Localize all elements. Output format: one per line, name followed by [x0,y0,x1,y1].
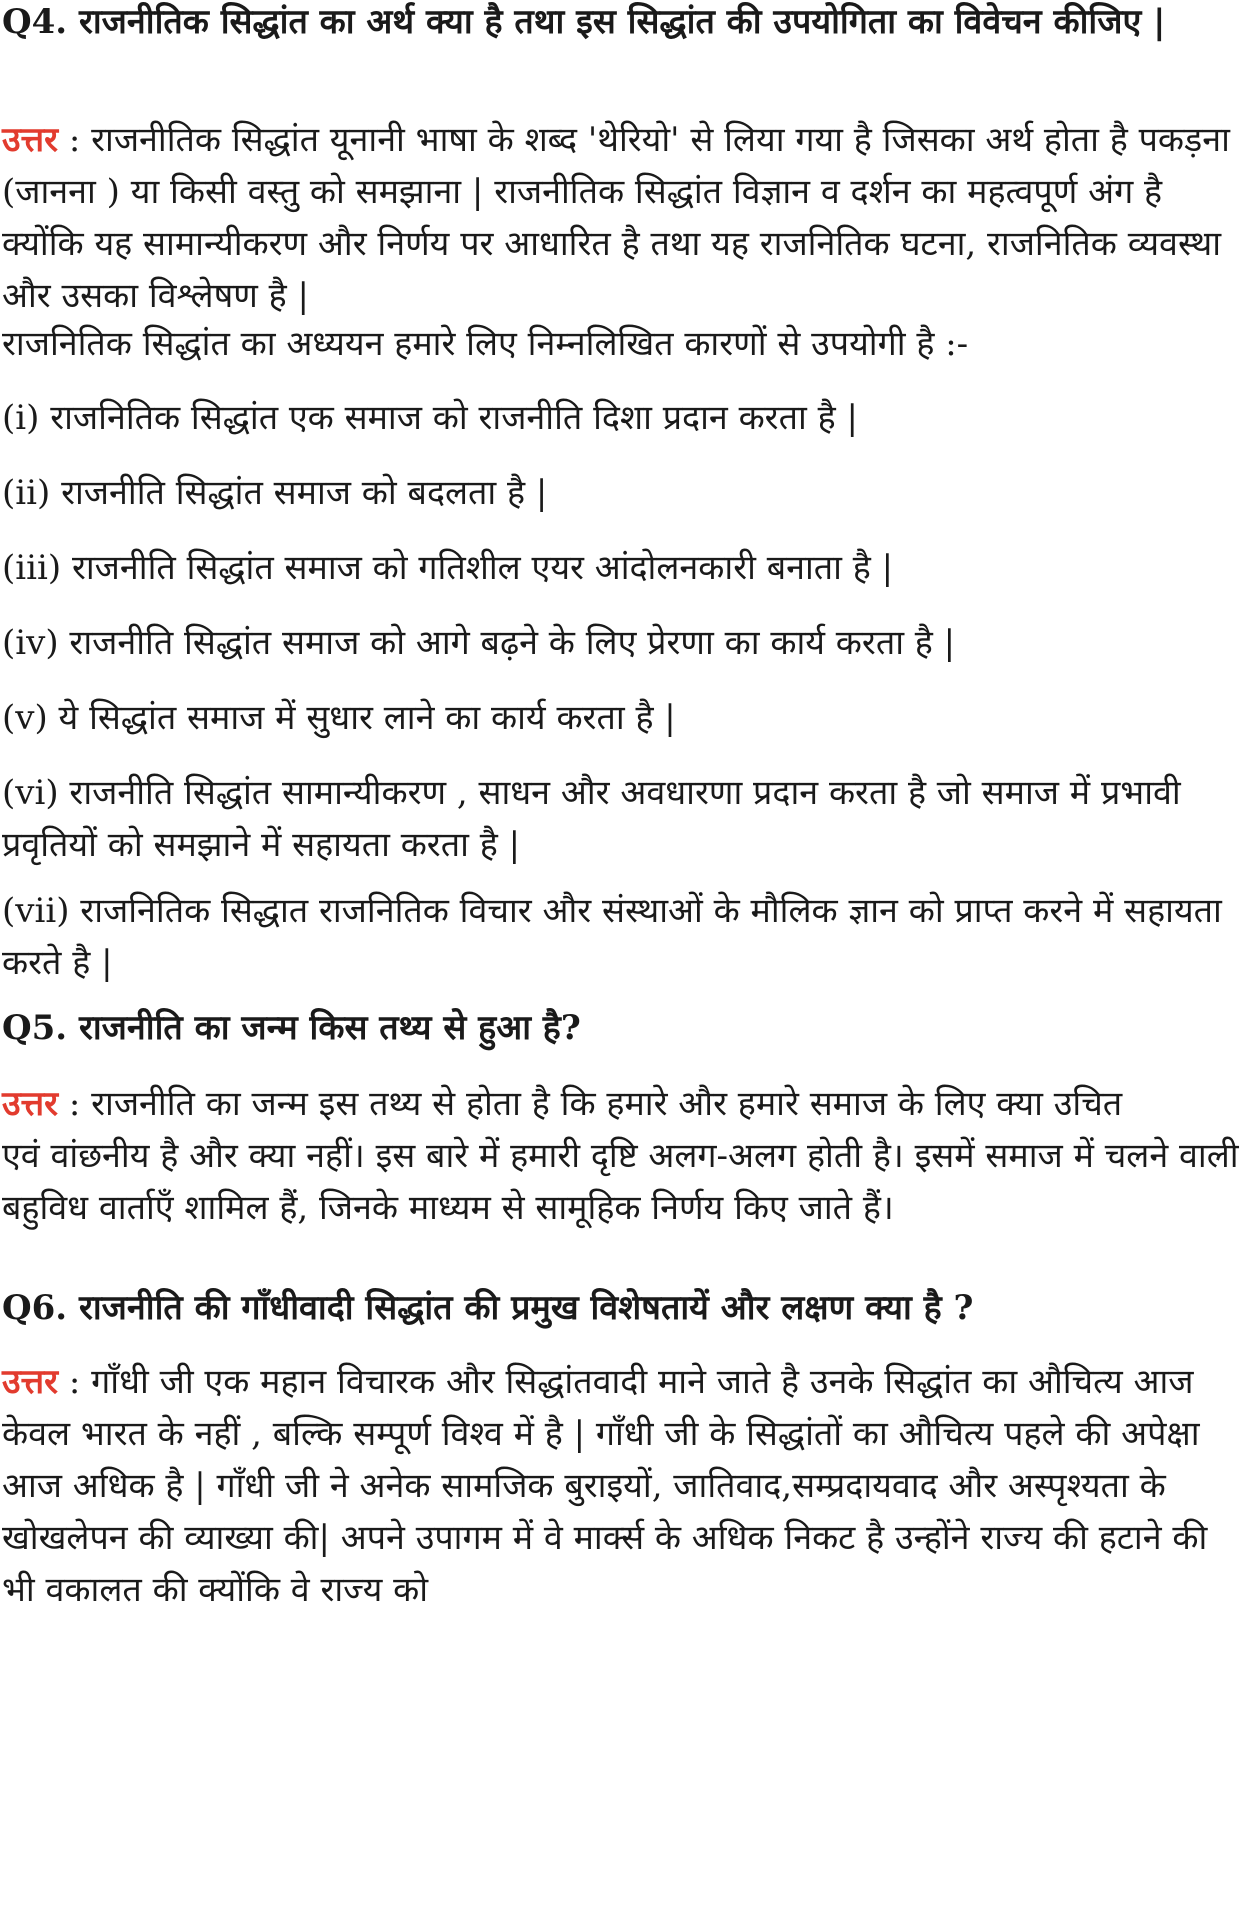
answer-5-paragraph [2,1078,1243,1234]
point-iii [2,542,1243,594]
point-vi-text: (vi) राजनीति सिद्धांत सामान्यीकरण , साधन और अवधारणा प्रदान करता है जो समाज में प्रभावी प्रवृतियों को समझाने में सहायता करता है | [2,773,1181,865]
question-4-heading [2,0,1243,48]
answer-6-paragraph [2,1356,1243,1616]
answer-5-line1 [2,1078,1243,1130]
question-4-text: Q4. राजनीतिक सिद्धांत का अर्थ क्या है तथा इस सिद्धांत की उपयोगिता का विवेचन कीजिए | [2,2,1166,42]
point-i [2,392,1243,444]
point-v-text: (v) ये सिद्धांत समाज में सुधार लाने का कार्य करता है | [2,698,676,738]
point-v [2,692,1243,744]
question-6-heading [2,1282,1243,1334]
answer-4-intro [2,318,1243,370]
point-iii-text: (iii) राजनीति सिद्धांत समाज को गतिशील एयर आंदोलनकारी बनाता है | [2,548,894,588]
point-iv [2,617,1243,669]
point-ii [2,467,1243,519]
point-i-text: (i) राजनितिक सिद्धांत एक समाज को राजनीति दिशा प्रदान करता है | [2,398,858,438]
answer-6-text: : गाँधी जी एक महान विचारक और सिद्धांतवादी माने जाते है उनके सिद्धांत का औचित्य आज केवल भारत के नहीं , बल्कि सम्पूर्ण विश्व में है | गाँधी जी के सिद्धांतों का औचित्य पहले की अपेक्षा आज अधिक है | गाँधी जी ने अनेक सामजिक बुराइयों, जातिवाद,सम्प्रदायवाद और अस्पृश्यता के खोखलेपन की व्याख्या की| अपने उपागम में वे मार्क्स के अधिक निकट है उन्होंने राज्य की हटाने की भी वकालत की क्योंकि वे राज्य को [2,1362,1208,1610]
question-5-heading [2,1002,1243,1054]
answer-5-text-2: एवं वांछनीय है और क्या नहीं। इस बारे में हमारी दृष्टि अलग-अलग होती है। इसमें समाज में चलने वाली बहुविध वार्ताएँ शामिल हैं, जिनके माध्यम से सामूहिक निर्णय किए जाते हैं। [2,1136,1239,1228]
point-ii-text: (ii) राजनीति सिद्धांत समाज को बदलता है | [2,473,548,513]
answer-4-text: : राजनीतिक सिद्धांत यूनानी भाषा के शब्द 'थेरियो' से लिया गया है जिसका अर्थ होता है पकड़ना (जानना ) या किसी वस्तु को समझाना | राजनीतिक सिद्धांत विज्ञान व दर्शन का महत्वपूर्ण अंग है क्योंकि यह सामान्यीकरण और निर्णय पर आधारित है तथा यह राजनितिक घटना, राजनितिक व्यवस्था और उसका विश्लेषण है | [2,120,1230,316]
answer-5-line2 [2,1130,1243,1234]
question-5-text: Q5. राजनीति का जन्म किस तथ्य से हुआ है? [2,1008,581,1048]
answer-5-text-1: : राजनीति का जन्म इस तथ्य से होता है कि हमारे और हमारे समाज के लिए क्या उचित [68,1084,1123,1124]
point-iv-text: (iv) राजनीति सिद्धांत समाज को आगे बढ़ने के लिए प्रेरणा का कार्य करता है | [2,623,956,663]
question-6-text: Q6. राजनीति की गाँधीवादी सिद्धांत की प्रमुख विशेषतायें और लक्षण क्या है ? [2,1288,974,1328]
answer-6-label: उत्तर [2,1362,59,1402]
answer-4-intro-text: राजनितिक सिद्धांत का अध्ययन हमारे लिए निम्नलिखित कारणों से उपयोगी है :- [2,324,969,364]
point-vi [2,767,1243,871]
answer-4-paragraph [2,114,1243,322]
answer-4-label: उत्तर [2,120,59,160]
point-vii-text: (vii) राजनितिक सिद्धात राजनितिक विचार और संस्थाओं के मौलिक ज्ञान को प्राप्त करने में सहायता करते है | [2,891,1222,983]
point-vii [2,885,1243,989]
answer-5-label: उत्तर [2,1084,59,1124]
